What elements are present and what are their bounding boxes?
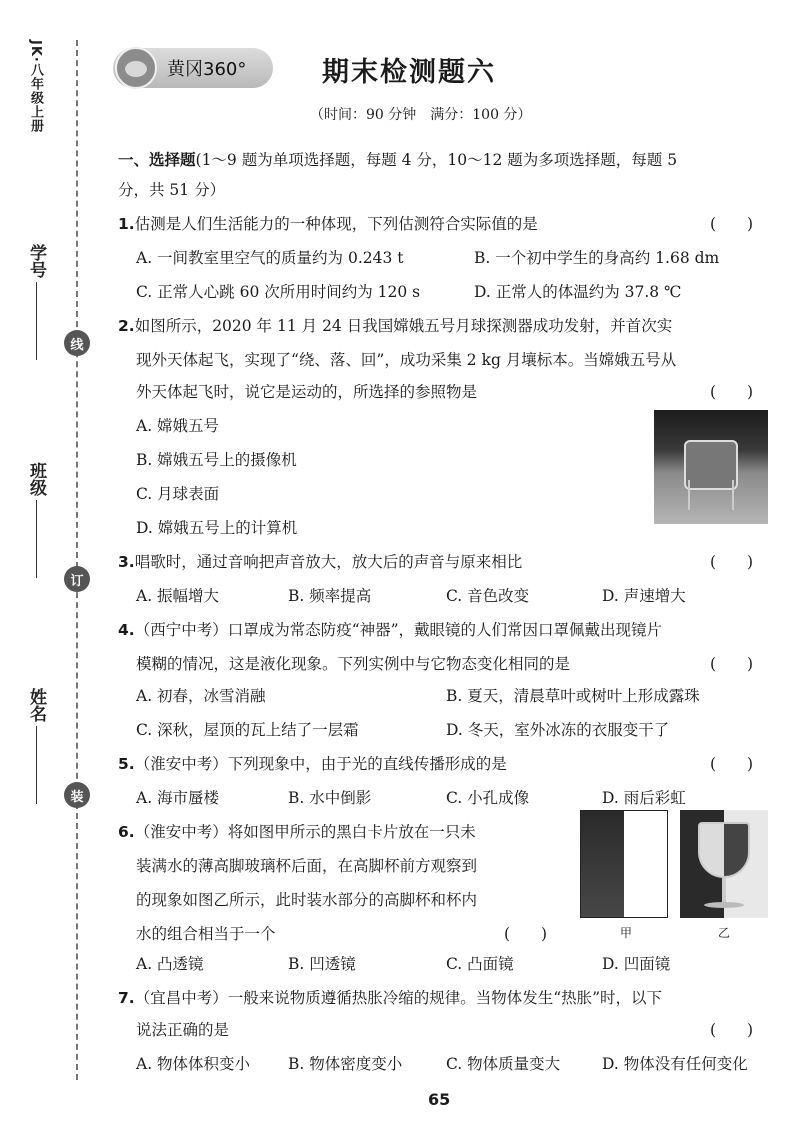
q1-option-d[interactable]: D. 正常人的体温约为 37.8 ℃: [474, 283, 682, 301]
q7-option-b[interactable]: B. 物体密度变小: [288, 1055, 403, 1073]
q5-text: （淮安中考）下列现象中，由于光的直线传播形成的是: [134, 755, 507, 773]
q4-number: 4.: [118, 621, 135, 639]
black-white-card-figure: [580, 810, 668, 918]
cut-line: [76, 40, 78, 1080]
name-label: 姓名: [26, 688, 46, 722]
figure-caption-jia: 甲: [620, 926, 633, 940]
q7-option-c[interactable]: C. 物体质量变大: [446, 1055, 561, 1073]
q3-answer-blank[interactable]: ( ): [710, 553, 754, 571]
card-white-half: [624, 811, 667, 917]
q6-number: 6.: [118, 823, 135, 841]
q7-option-a[interactable]: A. 物体体积变小: [136, 1055, 251, 1073]
page-subtitle: （时间：90 分钟 满分：100 分）: [310, 107, 532, 123]
section-heading: [118, 148, 677, 170]
mark-ding: 订: [64, 566, 90, 592]
q5-option-a[interactable]: A. 海市蜃楼: [136, 789, 220, 807]
section-heading-note: (1～9 题为单项选择题，每题 4 分，10～12 题为多项选择题，每题 5: [195, 151, 678, 169]
q4-option-a[interactable]: A. 初春，冰雪消融: [136, 687, 266, 705]
goblet-bowl: [698, 822, 750, 878]
q4-option-d[interactable]: D. 冬天，室外冰冻的衣服变干了: [446, 721, 670, 739]
q1-option-b[interactable]: B. 一个初中学生的身高约 1.68 dm: [474, 249, 720, 267]
figure-caption-yi: 乙: [718, 926, 731, 940]
brand-logo: [113, 48, 273, 88]
goblet-base: [704, 902, 744, 908]
q2-option-b[interactable]: B. 嫦娥五号上的摄像机: [136, 451, 297, 469]
brand-text: 黄冈360°: [167, 59, 247, 80]
class-label: 班级: [26, 462, 46, 496]
q4-option-c[interactable]: C. 深秋，屋顶的瓦上结了一层霜: [136, 721, 359, 739]
q1-text: 估测是人们生活能力的一种体现，下列估测符合实际值的是: [134, 215, 538, 233]
q6-option-a[interactable]: A. 凸透镜: [136, 955, 204, 973]
q4-option-b[interactable]: B. 夏天，清晨草叶或树叶上形成露珠: [446, 687, 700, 705]
mark-xian: 线: [64, 330, 90, 356]
q6-text-1: （淮安中考）将如图甲所示的黑白卡片放在一只未: [134, 823, 476, 841]
lander-leg: [688, 480, 690, 510]
student-number-blank[interactable]: [36, 282, 37, 360]
q1-number: 1.: [118, 215, 135, 233]
q6-option-b[interactable]: B. 凹透镜: [288, 955, 356, 973]
q7-text-1: （宜昌中考）一般来说物质遵循热胀冷缩的规律。当物体发生“热胀”时，以下: [134, 989, 663, 1007]
mark-zhuang: 装: [64, 782, 90, 808]
lander-leg: [732, 480, 734, 510]
q3-option-c[interactable]: C. 音色改变: [446, 587, 530, 605]
name-field[interactable]: [24, 688, 49, 804]
q3-option-d[interactable]: D. 声速增大: [602, 587, 686, 605]
q5-number: 5.: [118, 755, 135, 773]
q6-stem-4: 水的组合相当于一个: [136, 925, 276, 943]
q2-stem-2: 现外天体起飞，实现了“绕、落、回”，成功采集 2 kg 月壤标本。当嫦娥五号从: [136, 351, 677, 369]
lander-shape: [684, 440, 738, 490]
q6-option-d[interactable]: D. 凹面镜: [602, 955, 671, 973]
goblet-figure: [680, 810, 768, 918]
page-title: 期末检测题六: [322, 57, 496, 88]
q3-option-b[interactable]: B. 频率提高: [288, 587, 372, 605]
q6-stem-3: 的现象如图乙所示，此时装水部分的高脚杯和杯内: [136, 891, 478, 909]
q5-answer-blank[interactable]: ( ): [710, 755, 754, 773]
q5-stem: [118, 752, 507, 774]
q7-stem-2: 说法正确的是: [136, 1021, 230, 1039]
q1-option-a[interactable]: A. 一间教室里空气的质量约为 0.243 t: [136, 249, 404, 267]
q3-option-a[interactable]: A. 振幅增大: [136, 587, 220, 605]
q2-stem-3: 外天体起飞时，说它是运动的，所选择的参照物是: [136, 383, 478, 401]
student-number-field[interactable]: [24, 244, 49, 360]
q7-number: 7.: [118, 989, 135, 1007]
q7-answer-blank[interactable]: ( ): [710, 1021, 754, 1039]
q7-stem-1: [118, 986, 662, 1008]
q5-option-c[interactable]: C. 小孔成像: [446, 789, 530, 807]
goblet-stem: [722, 878, 726, 904]
q6-option-c[interactable]: C. 凸面镜: [446, 955, 514, 973]
q2-option-d[interactable]: D. 嫦娥五号上的计算机: [136, 519, 298, 537]
binding-margin: [0, 0, 100, 1124]
q2-text-1: 如图所示，2020 年 11 月 24 日我国嫦娥五号月球探测器成功发射，并首次实: [134, 317, 673, 335]
grade-label: JK·八年级上册: [28, 40, 43, 133]
q4-text-1: （西宁中考）口罩成为常态防疫“神器”，戴眼镜的人们常因口罩佩戴出现镜片: [134, 621, 663, 639]
q6-stem-2: 装满水的薄高脚玻璃杯后面，在高脚杯前方观察到: [136, 857, 478, 875]
q3-number: 3.: [118, 553, 135, 571]
q7-option-d[interactable]: D. 物体没有任何变化: [602, 1055, 748, 1073]
q4-answer-blank[interactable]: ( ): [710, 655, 754, 673]
name-blank[interactable]: [36, 726, 37, 804]
q4-stem-2: 模糊的情况，这是液化现象。下列实例中与它物态变化相同的是: [136, 655, 571, 673]
chang-e-lander-photo: [654, 410, 768, 524]
q3-stem: [118, 550, 522, 572]
q2-stem-1: [118, 314, 672, 336]
q5-option-b[interactable]: B. 水中倒影: [288, 789, 372, 807]
q4-stem-1: [118, 618, 662, 640]
page-number: 65: [428, 1090, 451, 1109]
mascot-icon: [115, 47, 157, 89]
class-blank[interactable]: [36, 500, 37, 578]
student-number-label: 学号: [26, 244, 46, 278]
q1-answer-blank[interactable]: ( ): [710, 215, 754, 233]
q2-option-c[interactable]: C. 月球表面: [136, 485, 220, 503]
q2-option-a[interactable]: A. 嫦娥五号: [136, 417, 220, 435]
q2-answer-blank[interactable]: ( ): [710, 383, 754, 401]
section-heading-title: 一、选择题: [118, 151, 196, 169]
q6-answer-blank[interactable]: ( ): [504, 925, 548, 943]
q6-stem-1: [118, 820, 476, 842]
q1-option-c[interactable]: C. 正常人心跳 60 次所用时间约为 120 s: [136, 283, 421, 301]
class-field[interactable]: [24, 462, 49, 578]
q1-stem: [118, 212, 538, 234]
q2-number: 2.: [118, 317, 135, 335]
card-black-half: [581, 811, 624, 917]
section-heading-cont: 分，共 51 分）: [118, 181, 226, 199]
q5-option-d[interactable]: D. 雨后彩虹: [602, 789, 686, 807]
q3-text: 唱歌时，通过音响把声音放大，放大后的声音与原来相比: [134, 553, 523, 571]
